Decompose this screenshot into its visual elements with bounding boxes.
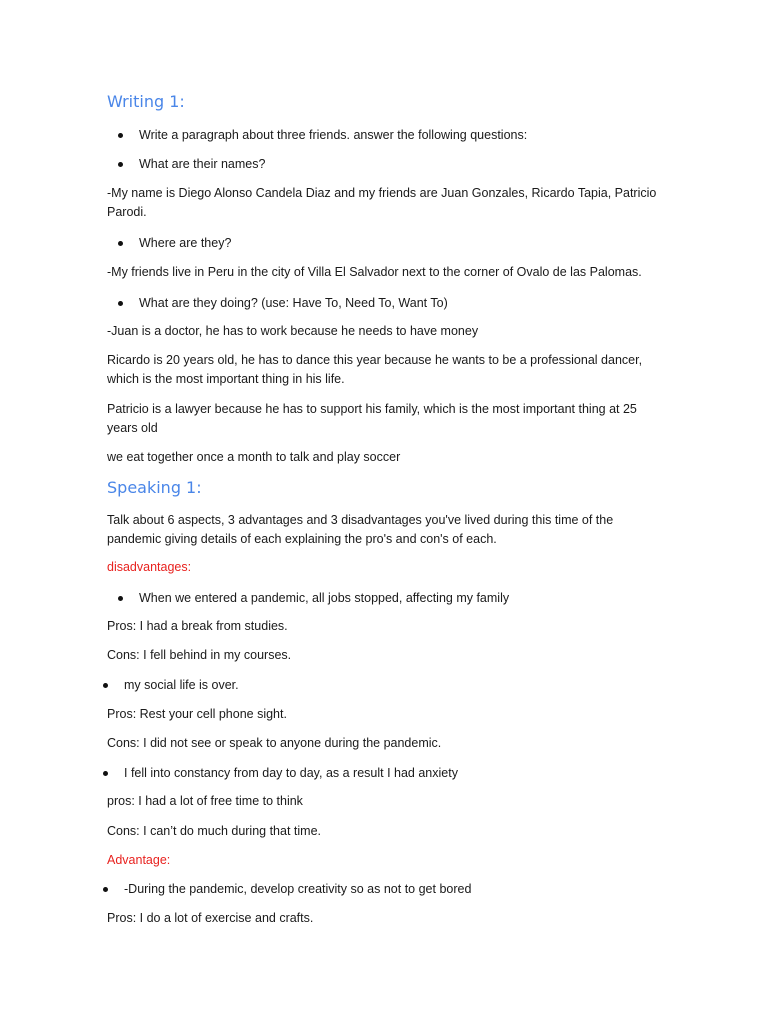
writing-answer-2: -My friends live in Peru in the city of Villa El Salvador next to the corner of Ovalo de las Palomas. bbox=[107, 265, 642, 279]
bullet-icon bbox=[118, 301, 123, 306]
writing-bullet-1: Write a paragraph about three friends. answer the following questions: bbox=[139, 128, 528, 142]
disadvantage-bullet-1: When we entered a pandemic, all jobs stopped, affecting my family bbox=[139, 591, 510, 605]
bullet-icon bbox=[118, 133, 123, 138]
writing-answer-3: -Juan is a doctor, he has to work because he needs to have money bbox=[107, 324, 479, 338]
bullet-icon bbox=[118, 162, 123, 167]
disadvantage-1-cons: Cons: I fell behind in my courses. bbox=[107, 648, 292, 662]
bullet-icon bbox=[118, 241, 123, 246]
bullet-icon bbox=[103, 683, 108, 688]
disadvantage-3-pros: pros: I had a lot of free time to think bbox=[107, 794, 303, 808]
writing-bullet-2: What are their names? bbox=[139, 157, 266, 171]
disadvantage-bullet-3: I fell into constancy from day to day, as a result I had anxiety bbox=[124, 766, 458, 780]
writing-answer-5: Patricio is a lawyer because he has to support his family, which is the most important thing at 25 years old bbox=[107, 402, 637, 435]
disadvantages-label: disadvantages: bbox=[107, 560, 192, 574]
speaking-intro: Talk about 6 aspects, 3 advantages and 3 disadvantages you've lived during this time of the pandemic giving details of each explaining the pro's and con's of each. bbox=[107, 513, 614, 546]
disadvantage-bullet-2: my social life is over. bbox=[124, 678, 239, 692]
writing-answer-4: Ricardo is 20 years old, he has to dance this year because he wants to be a professional dancer, which is the most important thing in his life. bbox=[107, 353, 643, 386]
advantage-label: Advantage: bbox=[107, 853, 171, 867]
advantage-1-pros: Pros: I do a lot of exercise and crafts. bbox=[107, 911, 314, 925]
writing-bullet-4: What are they doing? (use: Have To, Need To, Want To) bbox=[139, 296, 448, 310]
writing-answer-1: -My name is Diego Alonso Candela Diaz and my friends are Juan Gonzales, Ricardo Tapia, Patricio Parodi. bbox=[107, 186, 657, 219]
advantage-bullet-1: -During the pandemic, develop creativity so as not to get bored bbox=[124, 882, 472, 896]
writing-heading: Writing 1: bbox=[107, 92, 185, 111]
writing-answer-6: we eat together once a month to talk and play soccer bbox=[107, 450, 401, 464]
disadvantage-3-cons: Cons: I can’t do much during that time. bbox=[107, 824, 321, 838]
disadvantage-2-pros: Pros: Rest your cell phone sight. bbox=[107, 707, 287, 721]
disadvantage-2-cons: Cons: I did not see or speak to anyone during the pandemic. bbox=[107, 736, 442, 750]
bullet-icon bbox=[103, 771, 108, 776]
speaking-heading: Speaking 1: bbox=[107, 478, 202, 497]
writing-bullet-3: Where are they? bbox=[139, 236, 232, 250]
disadvantage-1-pros: Pros: I had a break from studies. bbox=[107, 619, 288, 633]
bullet-icon bbox=[118, 596, 123, 601]
bullet-icon bbox=[103, 887, 108, 892]
